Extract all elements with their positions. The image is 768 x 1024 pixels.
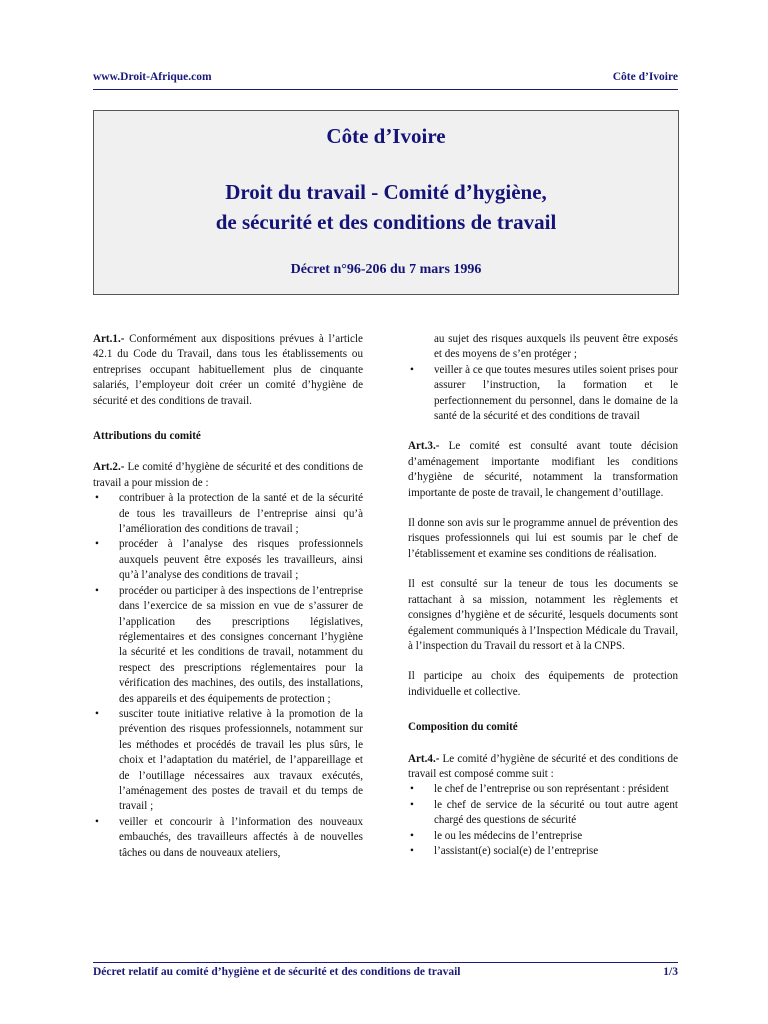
section-heading-composition: Composition du comité [408, 721, 518, 734]
decree-reference: Décret n°96-206 du 7 mars 1996 [290, 262, 482, 277]
article-4-text: Le comité d’hygiène de sécurité et des conditions de travail est composé comme suit : [408, 752, 678, 780]
page-number: 1/3 [663, 966, 678, 978]
article-4-label: Art.4.- [408, 752, 440, 765]
list-item: • procéder à l’analyse des risques professionnels auxquels peuvent être exposés les travailleurs, ainsi qu’à l’analyse des conditions de travail ; [93, 537, 363, 583]
list-item: • l’assistant(e) social(e) de l’entreprise [408, 844, 678, 859]
list-item: • susciter toute initiative relative à la promotion de la prévention des risques professionnels, notamment sur les méthodes et procédés de travail les plus sûrs, le choix et l’adaptation du matériel, de l’appareillage et de l’outillage nécessaires aux travaux exécutés, l’aménagement des postes de travail et du temps de travail ; [93, 707, 363, 815]
list-item: • contribuer à la protection de la santé et de la sécurité de tous les travailleurs de l’entreprise ainsi qu’à l’amélioration des conditions de travail ; [93, 491, 363, 537]
list-item: • veiller à ce que toutes mesures utiles soient prises pour assurer l’instruction, la formation et le perfectionnement du personnel, dans le domaine de la santé de la sécurité et des conditions de travail [408, 363, 678, 425]
article-3-text: Le comité est consulté avant toute décision d’aménagement importante modifiant les conditions d’hygiène de sécurité, notamment la transformation importante de poste de travail, le changement d’outillage. [408, 440, 678, 499]
section-heading-attributions: Attributions du comité [93, 430, 201, 443]
header-country: Côte d’Ivoire [612, 71, 678, 83]
article-2 [93, 460, 363, 491]
article-3-paragraph-4: Il participe au choix des équipements de protection individuelle et collective. [408, 670, 678, 698]
title-country: Côte d’Ivoire [326, 124, 446, 148]
article-2-text: Le comité d’hygiène de sécurité et des conditions de travail a pour mission de : [93, 461, 363, 489]
article-3-paragraph-3: Il est consulté sur la teneur de tous les documents se rattachant à sa mission, notamment les règlements et consignes d’hygiène et de sécurité, lesquels documents sont également communiqués à l’Inspection Médicale du Travail, à l’inspection du Travail du ressort et à la CNPS. [408, 578, 678, 652]
header-divider [93, 89, 678, 90]
article-3-label: Art.3.- [408, 440, 440, 453]
left-column [93, 332, 363, 876]
list-item: • le chef de l’entreprise ou son représentant : président [408, 782, 678, 797]
header-website: www.Droit-Afrique.com [93, 71, 212, 83]
list-item: • procéder ou participer à des inspections de l’entreprise dans l’exercice de sa mission en vue de s’assurer de l’application des prescriptions législatives, réglementaires et des consignes concernant l’hygiène la sécurité et les conditions de travail, notamment du respect des prescriptions réglementaires pour la vérification des machines, des outils, des installations, des appareils et des équipements de protection ; [93, 584, 363, 707]
article-4 [408, 752, 678, 783]
article-4-list [408, 782, 678, 859]
right-column [408, 332, 678, 874]
article-3-paragraph-2: Il donne son avis sur le programme annuel de prévention des risques professionnels qui lui est soumis par le chef de l’établissement et examine ses conditions de réalisation. [408, 517, 678, 560]
document-title-line1: Droit du travail - Comité d’hygiène, [225, 180, 547, 204]
article-1 [93, 332, 363, 409]
article-3 [408, 439, 678, 501]
list-item: • le chef de service de la sécurité ou tout autre agent chargé des questions de sécurité [408, 798, 678, 829]
footer-title: Décret relatif au comité d’hygiène et de sécurité et des conditions de travail [93, 966, 461, 978]
article-2-label: Art.2.- [93, 461, 125, 474]
footer-divider [93, 962, 678, 963]
article-2-list [93, 491, 363, 861]
list-item-continuation: au sujet des risques auxquels ils peuvent être exposés et des moyens de s’en protéger ; [434, 333, 678, 361]
document-title [94, 177, 678, 237]
list-item: • le ou les médecins de l’entreprise [408, 829, 678, 844]
article-2-list-continued [408, 363, 678, 425]
list-item: • veiller et concourir à l’information des nouveaux embauchés, des travailleurs affectés à de nouvelles tâches ou dans de nouveaux ateliers, [93, 815, 363, 861]
article-1-text: Conformément aux dispositions prévues à l’article 42.1 du Code du Travail, dans tous les établissements ou entreprises occupant habituellement plus de cinquante salariés, l’employeur doit créer un comité d’hygiène de sécurité et des conditions de travail. [93, 333, 363, 407]
document-title-line2: de sécurité et des conditions de travail [215, 210, 557, 234]
article-1-label: Art.1.- [93, 333, 125, 345]
title-box [93, 110, 679, 295]
